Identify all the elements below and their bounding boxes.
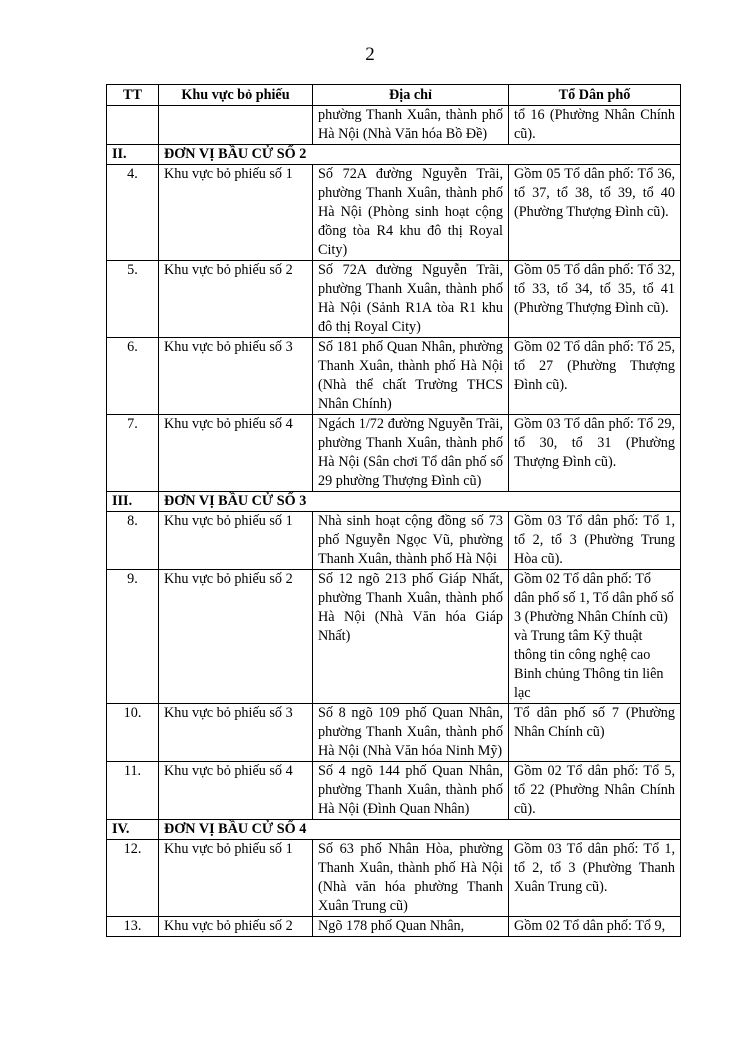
row-tt [107,106,159,145]
row-to-dan-pho: Tổ dân phố số 7 (Phường Nhân Chính cũ) [509,704,681,762]
row-khu-vuc [159,106,313,145]
polling-area-table [106,84,681,937]
header-to-dan-pho: Tổ Dân phố [509,85,681,106]
row-to-dan-pho: Gồm 05 Tổ dân phố: Tổ 36, tổ 37, tổ 38, tổ 39, tổ 40 (Phường Thượng Đình cũ). [509,165,681,261]
row-khu-vuc: Khu vực bỏ phiếu số 1 [159,512,313,570]
table-row [107,261,681,338]
table-row [107,917,681,937]
row-tt: 9. [107,570,159,704]
row-to-dan-pho: tổ 16 (Phường Nhân Chính cũ). [509,106,681,145]
header-dia-chi: Địa chỉ [313,85,509,106]
section-row [107,492,681,512]
table-row [107,704,681,762]
table-row [107,415,681,492]
row-khu-vuc: Khu vực bỏ phiếu số 4 [159,415,313,492]
row-dia-chi: Số 8 ngõ 109 phố Quan Nhân, phường Thanh Xuân, thành phố Hà Nội (Nhà Văn hóa Ninh Mỹ) [313,704,509,762]
row-dia-chi: Số 4 ngõ 144 phố Quan Nhân, phường Thanh Xuân, thành phố Hà Nội (Đình Quan Nhân) [313,762,509,820]
row-khu-vuc: Khu vực bỏ phiếu số 1 [159,840,313,917]
section-title: ĐƠN VỊ BẦU CỬ SỐ 3 [159,492,681,512]
table-row [107,512,681,570]
table-row [107,338,681,415]
section-title: ĐƠN VỊ BẦU CỬ SỐ 4 [159,820,681,840]
row-khu-vuc: Khu vực bỏ phiếu số 4 [159,762,313,820]
row-khu-vuc: Khu vực bỏ phiếu số 2 [159,261,313,338]
row-tt: 10. [107,704,159,762]
table-row [107,762,681,820]
section-number: II. [107,145,159,165]
row-to-dan-pho: Gồm 05 Tổ dân phố: Tổ 32, tổ 33, tổ 34, tổ 35, tổ 41 (Phường Thượng Đình cũ). [509,261,681,338]
row-dia-chi: Số 63 phố Nhân Hòa, phường Thanh Xuân, thành phố Hà Nội (Nhà văn hóa phường Thanh Xuân Trung cũ) [313,840,509,917]
row-to-dan-pho: Gồm 02 Tổ dân phố: Tổ 25, tổ 27 (Phường Thượng Đình cũ). [509,338,681,415]
row-dia-chi: Số 72A đường Nguyễn Trãi, phường Thanh Xuân, thành phố Hà Nội (Phòng sinh hoạt cộng đồng tòa R4 khu đô thị Royal City) [313,165,509,261]
row-tt: 4. [107,165,159,261]
row-to-dan-pho: Gồm 03 Tổ dân phố: Tổ 29, tổ 30, tổ 31 (Phường Thượng Đình cũ). [509,415,681,492]
header-tt: TT [107,85,159,106]
row-to-dan-pho: Gồm 03 Tổ dân phố: Tổ 1, tổ 2, tổ 3 (Phường Thanh Xuân Trung cũ). [509,840,681,917]
row-tt: 6. [107,338,159,415]
row-tt: 5. [107,261,159,338]
section-title: ĐƠN VỊ BẦU CỬ SỐ 2 [159,145,681,165]
table-row [107,840,681,917]
row-dia-chi: Số 72A đường Nguyễn Trãi, phường Thanh Xuân, thành phố Hà Nội (Sảnh R1A tòa R1 khu đô thị Royal City) [313,261,509,338]
row-tt: 12. [107,840,159,917]
section-number: III. [107,492,159,512]
row-dia-chi: Ngõ 178 phố Quan Nhân, [313,917,509,937]
row-tt: 11. [107,762,159,820]
row-to-dan-pho: Gồm 02 Tổ dân phố: Tổ dân phố số 1, Tổ dân phố số 3 (Phường Nhân Chính cũ) và Trung tâm Kỹ thuật thông tin công nghệ cao Binh chủng Thông tin liên lạc [509,570,681,704]
section-row [107,145,681,165]
row-to-dan-pho: Gồm 02 Tổ dân phố: Tổ 5, tổ 22 (Phường Nhân Chính cũ). [509,762,681,820]
page-number: 2 [365,44,375,65]
row-khu-vuc: Khu vực bỏ phiếu số 2 [159,570,313,704]
section-number: IV. [107,820,159,840]
section-row [107,820,681,840]
row-tt: 13. [107,917,159,937]
row-khu-vuc: Khu vực bỏ phiếu số 1 [159,165,313,261]
table-row [107,106,681,145]
header-khu-vuc: Khu vực bỏ phiếu [159,85,313,106]
row-khu-vuc: Khu vực bỏ phiếu số 3 [159,704,313,762]
row-dia-chi: phường Thanh Xuân, thành phố Hà Nội (Nhà Văn hóa Bồ Đề) [313,106,509,145]
row-dia-chi: Nhà sinh hoạt cộng đồng số 73 phố Nguyễn Ngọc Vũ, phường Thanh Xuân, thành phố Hà Nội [313,512,509,570]
row-to-dan-pho: Gồm 02 Tổ dân phố: Tổ 9, [509,917,681,937]
row-dia-chi: Số 181 phố Quan Nhân, phường Thanh Xuân, thành phố Hà Nội (Nhà thể chất Trường THCS Nhân Chính) [313,338,509,415]
row-to-dan-pho: Gồm 03 Tổ dân phố: Tổ 1, tổ 2, tổ 3 (Phường Trung Hòa cũ). [509,512,681,570]
row-tt: 7. [107,415,159,492]
row-dia-chi: Ngách 1/72 đường Nguyễn Trãi, phường Thanh Xuân, thành phố Hà Nội (Sân chơi Tổ dân phố số 29 phường Thượng Đình cũ) [313,415,509,492]
table-header-row [107,85,681,106]
row-tt: 8. [107,512,159,570]
row-dia-chi: Số 12 ngõ 213 phố Giáp Nhất, phường Thanh Xuân, thành phố Hà Nội (Nhà Văn hóa Giáp Nhất) [313,570,509,704]
row-khu-vuc: Khu vực bỏ phiếu số 2 [159,917,313,937]
table-row [107,570,681,704]
row-khu-vuc: Khu vực bỏ phiếu số 3 [159,338,313,415]
table-row [107,165,681,261]
